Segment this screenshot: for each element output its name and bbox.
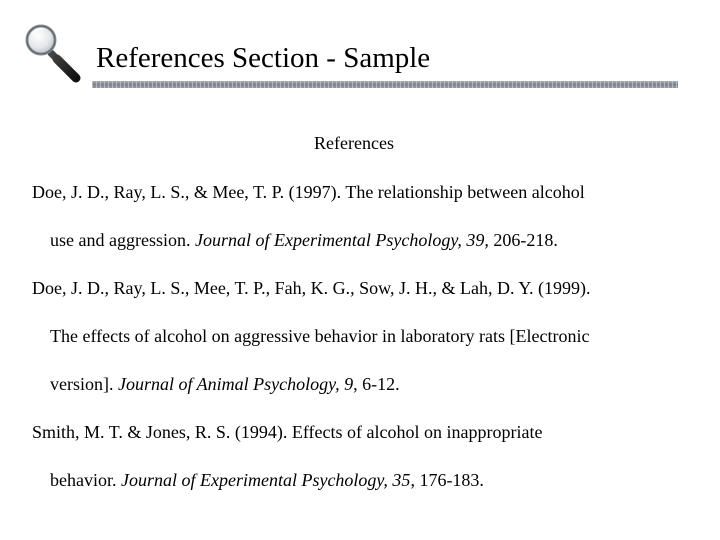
reference-entry-2-line-3 [50, 372, 400, 396]
reference-pages: , 176-183. [410, 470, 484, 490]
reference-entry-2-line-2 [50, 324, 589, 348]
journal-title: Journal of Experimental Psychology, 35 [120, 470, 411, 490]
reference-pages: 206-218. [488, 230, 558, 250]
reference-entry-1-line-1 [32, 180, 585, 204]
reference-text: version]. [50, 374, 118, 394]
reference-text: use and aggression. [50, 230, 195, 250]
reference-text: Smith, M. T. & Jones, R. S. (1994). Effects of alcohol on inappropriate [32, 422, 543, 442]
slide-title: References Section - Sample [96, 42, 431, 74]
reference-entry-3-line-2 [50, 468, 484, 492]
reference-text: behavior. [50, 470, 121, 490]
reference-text: Doe, J. D., Ray, L. S., Mee, T. P., Fah, K. G., Sow, J. H., & Lah, D. Y. (1999). [32, 278, 591, 298]
magnifying-glass-icon [24, 20, 82, 86]
journal-title: Journal of Experimental Psychology, 39, [194, 230, 489, 250]
reference-entry-3-line-1 [32, 420, 542, 444]
journal-title: Journal of Animal Psychology, 9 [117, 374, 354, 394]
title-divider [92, 81, 678, 88]
reference-text: The effects of alcohol on aggressive behavior in laboratory rats [Electronic [50, 326, 590, 346]
reference-entry-2-line-1 [32, 276, 590, 300]
reference-entry-1-line-2 [50, 228, 558, 252]
references-heading: References [314, 133, 394, 153]
reference-pages: , 6-12. [353, 374, 400, 394]
reference-text: Doe, J. D., Ray, L. S., & Mee, T. P. (1997). The relationship between alcohol [32, 182, 585, 202]
